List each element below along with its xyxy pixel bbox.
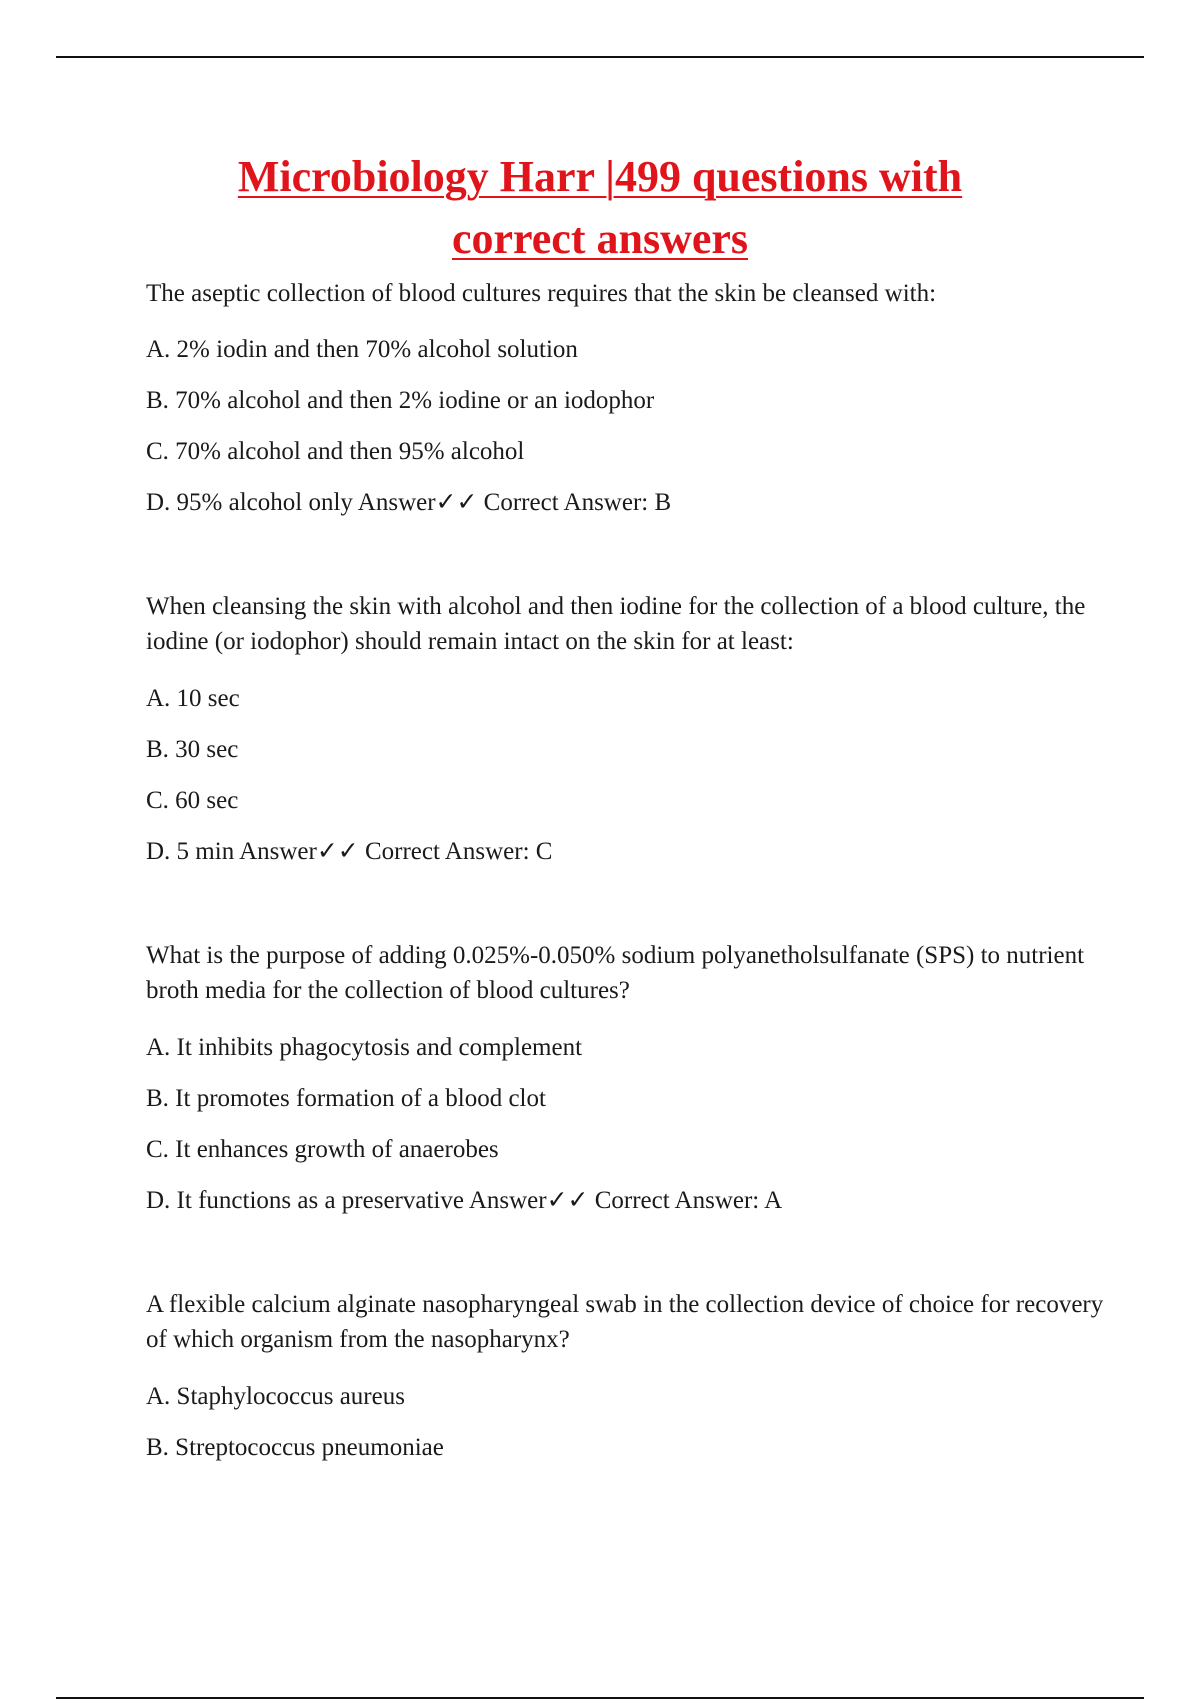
title-line-1: Microbiology Harr |499 questions with [237,152,963,201]
option-d-answer: D. 5 min Answer✓✓ Correct Answer: C [146,838,553,865]
top-divider [56,56,1144,58]
document-title [100,146,1100,270]
question-spacer [146,528,1106,589]
option-a: A. 10 sec [146,685,240,712]
question-3 [146,938,1106,1226]
question-spacer [146,877,1106,938]
question-spacer [146,1226,1106,1287]
option-c: C. It enhances growth of anaerobes [146,1136,499,1163]
question-text: The aseptic collection of blood cultures requires that the skin be cleansed with: [146,280,937,307]
option-a: A. 2% iodin and then 70% alcohol solution [146,336,578,363]
option-c: C. 60 sec [146,787,239,814]
option-b: B. 70% alcohol and then 2% iodine or an iodophor [146,387,655,414]
question-list [146,276,1106,1473]
option-a: A. Staphylococcus aureus [146,1383,405,1410]
option-d-answer: D. It functions as a preservative Answer✓✓ Correct Answer: A [146,1187,783,1214]
option-b: B. It promotes formation of a blood clot [146,1085,546,1112]
option-d-answer: D. 95% alcohol only Answer✓✓ Correct Answer: B [146,489,672,516]
question-text: A flexible calcium alginate nasopharyngeal swab in the collection device of choice for recovery of which organism from the nasopharynx? [146,1291,1104,1353]
question-text: What is the purpose of adding 0.025%-0.050% sodium polyanetholsulfanate (SPS) to nutrient broth media for the collection of blood cultures? [146,942,1085,1004]
option-b: B. Streptococcus pneumoniae [146,1434,444,1461]
option-c: C. 70% alcohol and then 95% alcohol [146,438,525,465]
question-2 [146,589,1106,877]
question-4 [146,1287,1106,1473]
bottom-divider [56,1697,1144,1699]
option-b: B. 30 sec [146,736,239,763]
question-text: When cleansing the skin with alcohol and then iodine for the collection of a blood culture, the iodine (or iodophor) should remain intact on the skin for at least: [146,593,1086,655]
option-a: A. It inhibits phagocytosis and complement [146,1034,583,1061]
title-line-2: correct answers [451,214,749,263]
question-1 [146,276,1106,528]
